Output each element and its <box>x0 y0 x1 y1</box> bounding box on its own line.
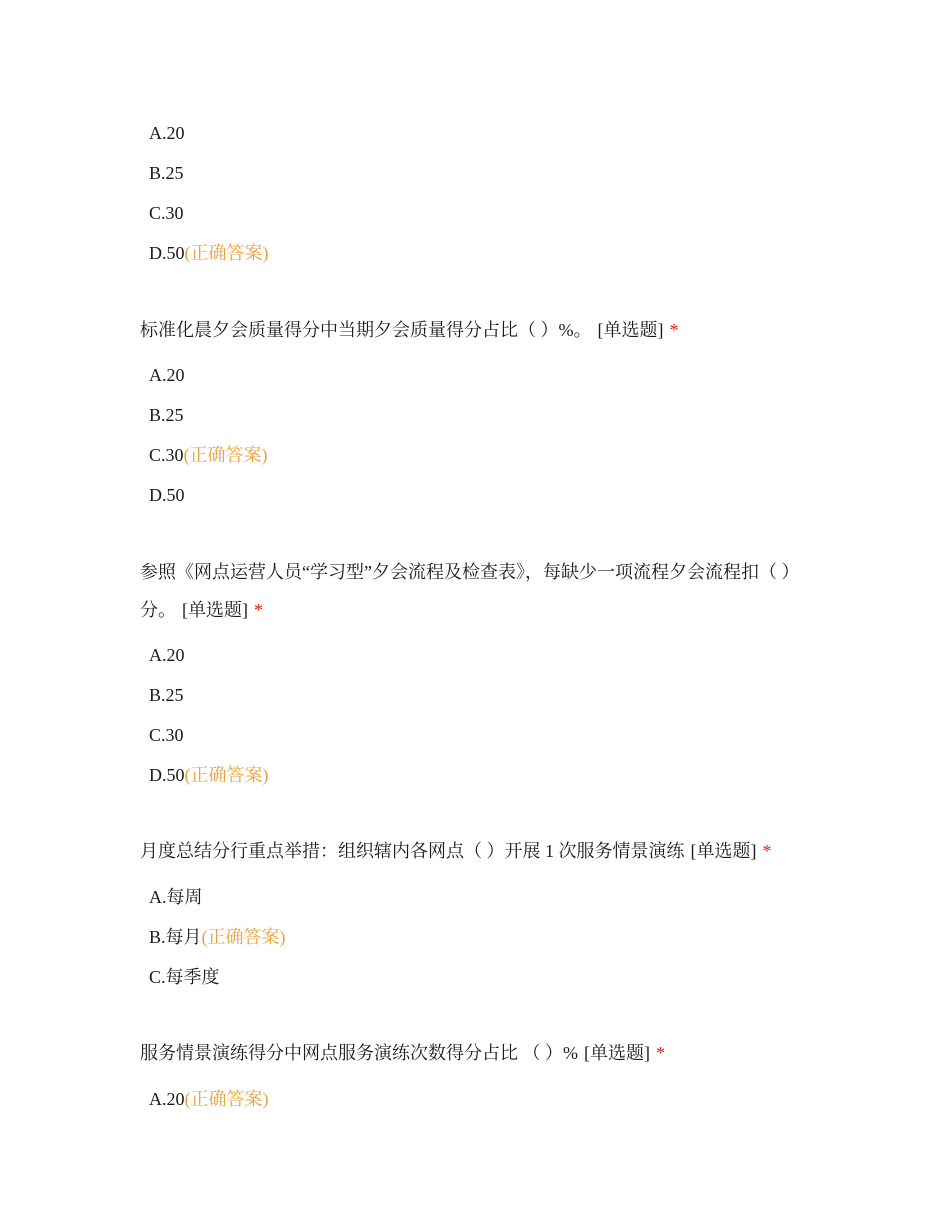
question-5 <box>140 1034 820 1072</box>
option-b0-d <box>149 241 269 265</box>
correct-answer-label: (正确答案) <box>184 1089 269 1109</box>
option-text: A.20 <box>149 1089 185 1109</box>
option-b2-b <box>149 683 184 707</box>
option-b3-b <box>149 925 286 949</box>
question-text: 服务情景演练得分中网点服务演练次数得分占比 （ ）% <box>140 1043 578 1063</box>
required-mark: * <box>669 320 679 340</box>
option-b2-a <box>149 643 185 667</box>
option-text: D.50 <box>149 765 185 785</box>
option-b2-d <box>149 763 269 787</box>
option-b1-a <box>149 363 185 387</box>
option-b1-b <box>149 403 184 427</box>
option-text: A.20 <box>149 123 185 143</box>
question-3 <box>140 553 820 629</box>
required-mark: * <box>656 1043 665 1063</box>
question-text: 标准化晨夕会质量得分中当期夕会质量得分占比（ ）%。 <box>140 320 592 340</box>
correct-answer-label: (正确答案) <box>184 243 269 263</box>
option-b0-c <box>149 201 184 225</box>
question-type: [单选题] <box>690 841 757 861</box>
option-b2-c <box>149 723 184 747</box>
option-text: A.20 <box>149 645 185 665</box>
option-text: C.每季度 <box>149 967 220 987</box>
question-type: [单选题] <box>182 600 248 620</box>
question-2 <box>140 311 820 349</box>
option-text: D.50 <box>149 485 185 505</box>
option-b4-a <box>149 1087 269 1111</box>
option-text: B.25 <box>149 405 184 425</box>
option-b1-d <box>149 483 185 507</box>
option-text: C.30 <box>149 203 184 223</box>
question-text: 参照《网点运营人员“学习型”夕会流程及检查表》，每缺少一项流程夕会流程扣（ ）分。 <box>140 562 800 620</box>
option-b0-a <box>149 121 185 145</box>
option-text: C.30 <box>149 445 184 465</box>
required-mark: * <box>762 841 772 861</box>
option-text: B.25 <box>149 163 184 183</box>
option-b0-b <box>149 161 184 185</box>
correct-answer-label: (正确答案) <box>201 927 286 947</box>
option-b3-c <box>149 965 220 989</box>
option-text: C.30 <box>149 725 184 745</box>
option-text: B.25 <box>149 685 184 705</box>
question-text: 月度总结分行重点举措：组织辖内各网点（ ）开展 1 次服务情景演练 <box>140 841 685 861</box>
question-type: [单选题] <box>584 1043 650 1063</box>
option-b3-a <box>149 885 203 909</box>
correct-answer-label: (正确答案) <box>184 765 269 785</box>
question-type: [单选题] <box>597 320 664 340</box>
correct-answer-label: (正确答案) <box>183 445 268 465</box>
option-text: B.每月 <box>149 927 202 947</box>
option-b1-c <box>149 443 268 467</box>
option-text: A.20 <box>149 365 185 385</box>
option-text: A.每周 <box>149 887 203 907</box>
required-mark: * <box>254 600 263 620</box>
question-4 <box>140 832 820 870</box>
option-text: D.50 <box>149 243 185 263</box>
